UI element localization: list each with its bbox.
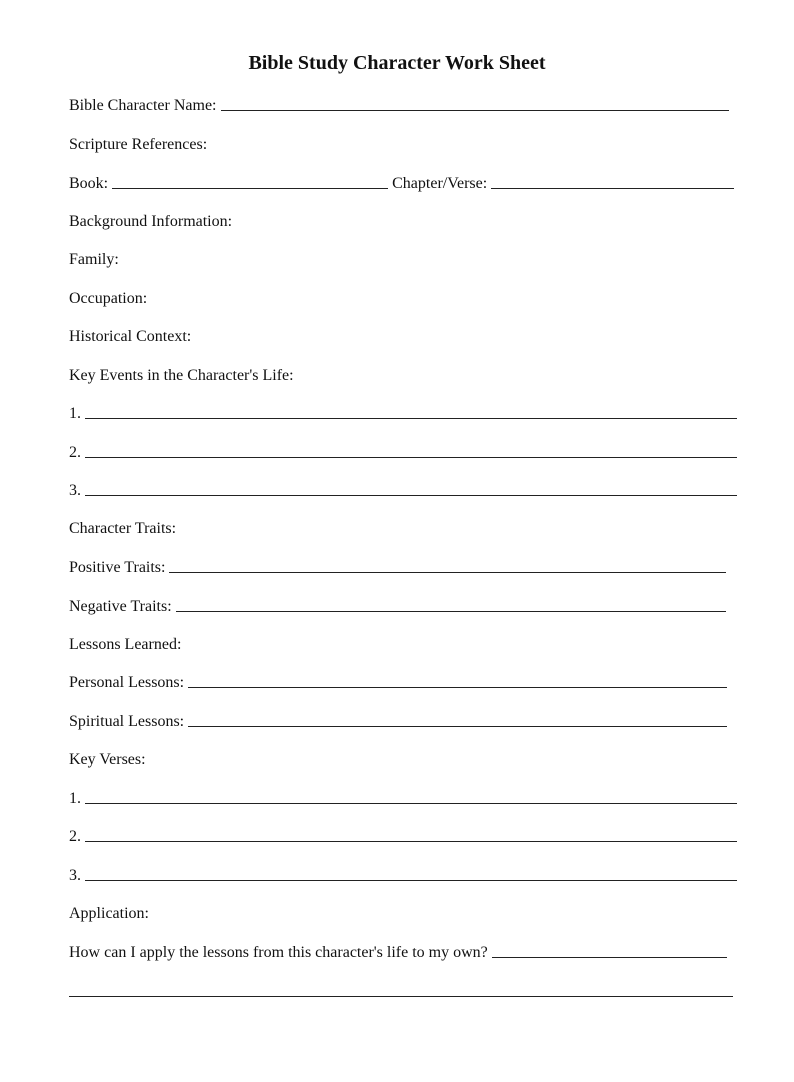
book-label: Book: — [69, 175, 109, 192]
negative-traits-blank[interactable] — [176, 611, 726, 612]
character-name-row — [69, 92, 729, 116]
lessons-learned-heading — [69, 631, 181, 655]
key-event-blank-2[interactable] — [85, 457, 737, 458]
spiritual-lessons-row — [69, 708, 727, 732]
application-label: Application: — [69, 905, 149, 922]
application-heading — [69, 900, 149, 924]
scripture-references-heading — [69, 131, 207, 155]
key-events-label: Key Events in the Character's Life: — [69, 367, 294, 384]
key-event-number: 2. — [69, 444, 81, 461]
spiritual-lessons-label: Spiritual Lessons: — [69, 713, 185, 730]
key-verses-heading — [69, 746, 146, 770]
character-traits-label: Character Traits: — [69, 520, 177, 537]
key-event-row-3 — [69, 477, 737, 501]
positive-traits-label: Positive Traits: — [69, 559, 166, 576]
personal-lessons-row — [69, 669, 727, 693]
personal-lessons-label: Personal Lessons: — [69, 674, 185, 691]
key-verse-number: 2. — [69, 828, 81, 845]
key-verse-number: 1. — [69, 790, 81, 807]
book-blank[interactable] — [112, 188, 388, 189]
book-chapter-row — [69, 170, 734, 194]
key-verse-row-1 — [69, 785, 737, 809]
negative-traits-label: Negative Traits: — [69, 598, 172, 615]
positive-traits-row — [69, 554, 726, 578]
key-event-blank-1[interactable] — [85, 418, 737, 419]
historical-context-row — [69, 323, 191, 347]
spiritual-lessons-blank[interactable] — [188, 726, 727, 727]
application-question-label: How can I apply the lessons from this character's life to my own? — [69, 944, 488, 961]
page-title: Bible Study Character Work Sheet — [248, 52, 546, 74]
chapter-verse-label: Chapter/Verse: — [392, 175, 488, 192]
key-events-heading — [69, 362, 294, 386]
application-answer-blank[interactable] — [492, 957, 727, 958]
key-verse-blank-2[interactable] — [85, 841, 737, 842]
key-event-number: 1. — [69, 405, 81, 422]
key-verses-label: Key Verses: — [69, 751, 146, 768]
personal-lessons-blank[interactable] — [188, 687, 727, 688]
family-label: Family: — [69, 251, 119, 268]
positive-traits-blank[interactable] — [169, 572, 726, 573]
key-verse-number: 3. — [69, 867, 81, 884]
lessons-learned-label: Lessons Learned: — [69, 636, 182, 653]
character-traits-heading — [69, 515, 176, 539]
occupation-row — [69, 285, 147, 309]
negative-traits-row — [69, 593, 726, 617]
chapter-verse-blank[interactable] — [491, 188, 734, 189]
key-event-row-2 — [69, 439, 737, 463]
key-verse-row-3 — [69, 862, 737, 886]
scripture-references-label: Scripture References: — [69, 136, 208, 153]
application-continuation-row — [69, 978, 733, 1002]
character-name-label: Bible Character Name: — [69, 97, 217, 114]
occupation-label: Occupation: — [69, 290, 148, 307]
character-name-blank[interactable] — [221, 110, 730, 111]
key-event-row-1 — [69, 400, 737, 424]
key-verse-blank-3[interactable] — [85, 880, 737, 881]
background-information-label: Background Information: — [69, 213, 233, 230]
application-question-row — [69, 939, 727, 963]
background-information-heading — [69, 208, 232, 232]
application-continuation-blank[interactable] — [69, 996, 733, 997]
family-row — [69, 246, 119, 270]
key-event-number: 3. — [69, 482, 81, 499]
historical-context-label: Historical Context: — [69, 328, 192, 345]
key-verse-blank-1[interactable] — [85, 803, 737, 804]
key-event-blank-3[interactable] — [85, 495, 737, 496]
key-verse-row-2 — [69, 823, 737, 847]
